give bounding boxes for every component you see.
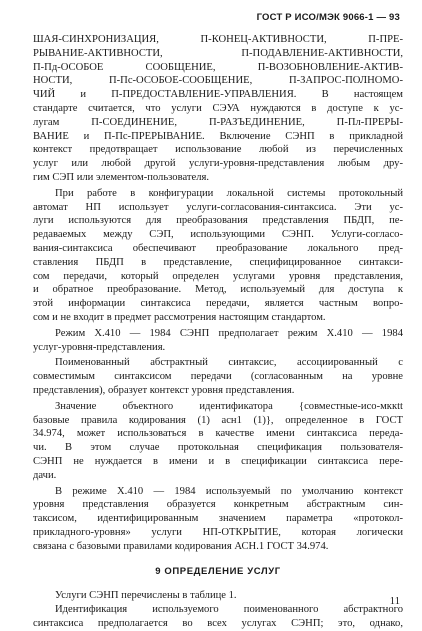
text-line: стандарте считается, что услуги СЭУА нуждаются в доступе к ус- bbox=[33, 102, 403, 114]
text-line: этой информации синтаксиса передачи, является частным вопро- bbox=[33, 298, 403, 310]
text-line: синтаксиса предполагается во всех услугах СЭНП; это, однако, bbox=[33, 617, 403, 629]
text-line: П-Пд-ОСОБОЕ СООБЩЕНИЕ, П-ВОЗОБНОВЛЕНИЕ-АКТИВ- bbox=[33, 61, 403, 73]
text-line: Значение объектного идентификатора {совместные-исо-мккtt bbox=[55, 400, 403, 412]
text-line: и обратное преобразование. Метод, используемый для доступа к bbox=[33, 284, 403, 296]
paragraph-x410-mode bbox=[33, 327, 403, 355]
text-line: представления), образует контекст уровня представления. bbox=[33, 384, 295, 396]
body-text bbox=[33, 33, 403, 631]
text-line: вания-синтаксиса обеспечивают преобразование локального пред- bbox=[33, 242, 403, 254]
text-line: совместимым синтаксисом передачи (согласованным на уровне bbox=[33, 371, 403, 383]
text-line: При работе в конфигурации локальной системы протокольный bbox=[55, 187, 403, 199]
text-line: сом передачи, который определен услугами уровня представления, bbox=[33, 270, 403, 282]
text-line: Услуги СЭНП перечислены в таблице 1. bbox=[55, 590, 237, 602]
page-number: 11 bbox=[389, 596, 400, 607]
text-line: луги используются для преобразования представления ПБДП, пе- bbox=[33, 215, 403, 227]
text-line: Поименованный абстрактный синтаксис, ассоциированный с bbox=[55, 357, 403, 369]
text-line: ЧИЙ и П-ПРЕДОСТАВЛЕНИЕ-УПРАВЛЕНИЯ. В настоящем bbox=[33, 89, 403, 101]
paragraph-abstract-syntax bbox=[33, 356, 403, 397]
text-line: гим СЭП или элементом-пользователя. bbox=[33, 171, 210, 183]
text-line: базовые правила кодирования (1) асн1 (1)}, определенное в ГОСТ bbox=[33, 414, 403, 426]
paragraph-protocol-automaton bbox=[33, 187, 403, 325]
text-line: Идентификация используемого поименованного абстрактного bbox=[55, 604, 403, 616]
text-line: ВАНИЕ и П-Пс-ПРЕРЫВАНИЕ. Включение СЭНП в прикладной bbox=[33, 130, 403, 142]
text-line: редаваемых между СЭП, использующими СЭНП. Услуги-согласо- bbox=[33, 229, 403, 241]
text-line: 34.974, может использоваться в качестве имени синтаксиса переда- bbox=[33, 428, 403, 440]
running-header: ГОСТ Р ИСО/МЭК 9066-1 — 93 bbox=[256, 12, 400, 23]
paragraph-services-listed bbox=[33, 589, 403, 603]
text-line: ШАЯ-СИНХРОНИЗАЦИЯ, П-КОНЕЦ-АКТИВНОСТИ, П-ПРЕ- bbox=[33, 34, 403, 45]
text-line: чи. В этом случае протокольная спецификация пользователя- bbox=[33, 442, 403, 454]
text-line: услуг-уровня-представления. bbox=[33, 341, 166, 353]
text-line: дачи. bbox=[33, 469, 57, 481]
text-line: прикладного-уровня» услуги НП-ОТКРЫТИЕ, которая логически bbox=[33, 526, 403, 538]
text-line: Режим Х.410 — 1984 СЭНП предполагает режим Х.410 — 1984 bbox=[55, 327, 403, 339]
text-line: сом и не входит в предмет рассмотрения настоящим стандартом. bbox=[33, 311, 326, 323]
section-heading: 9 ОПРЕДЕЛЕНИЕ УСЛУГ bbox=[155, 566, 281, 578]
text-line: уровня представления образуется конкретным абстрактным син- bbox=[33, 499, 403, 511]
text-line: ставления ПБДП в представление, специфицированное синтакси- bbox=[33, 256, 403, 268]
text-line: лугам П-СОЕДИНЕНИЕ, П-РАЗЪЕДИНЕНИЕ, П-Пл-ПРЕРЫ- bbox=[33, 116, 403, 128]
text-line: НОСТИ, П-Пс-ОСОБОЕ-СООБЩЕНИЕ, П-ЗАПРОС-ПОЛНОМО- bbox=[33, 75, 403, 87]
text-line: В режиме Х.410 — 1984 используемый по умолчанию контекст bbox=[55, 485, 403, 497]
text-line: таксисом, идентифицированным значением параметра «протокол- bbox=[33, 513, 403, 525]
paragraph-identification bbox=[33, 603, 403, 631]
text-line: СЭНП не нуждается в имени и в спецификации синтаксиса пере- bbox=[33, 455, 403, 467]
text-line: услуг или любой другой услуги-уровня-представления любым дру- bbox=[33, 158, 403, 170]
paragraph-continuation bbox=[33, 33, 403, 185]
text-line: связана с базовыми правилами кодирования АСН.1 ГОСТ 34.974. bbox=[33, 540, 329, 552]
paragraph-default-context bbox=[33, 485, 403, 554]
text-line: автомат НП использует услуги-согласования-синтаксиса. Эти ус- bbox=[33, 201, 403, 213]
text-line: контекст предотвращает использование любой из перечисленных bbox=[33, 144, 403, 156]
paragraph-object-identifier bbox=[33, 400, 403, 483]
text-line: РЫВАНИЕ-АКТИВНОСТИ, П-ПОДАВЛЕНИЕ-АКТИВНОСТИ, bbox=[33, 47, 403, 59]
